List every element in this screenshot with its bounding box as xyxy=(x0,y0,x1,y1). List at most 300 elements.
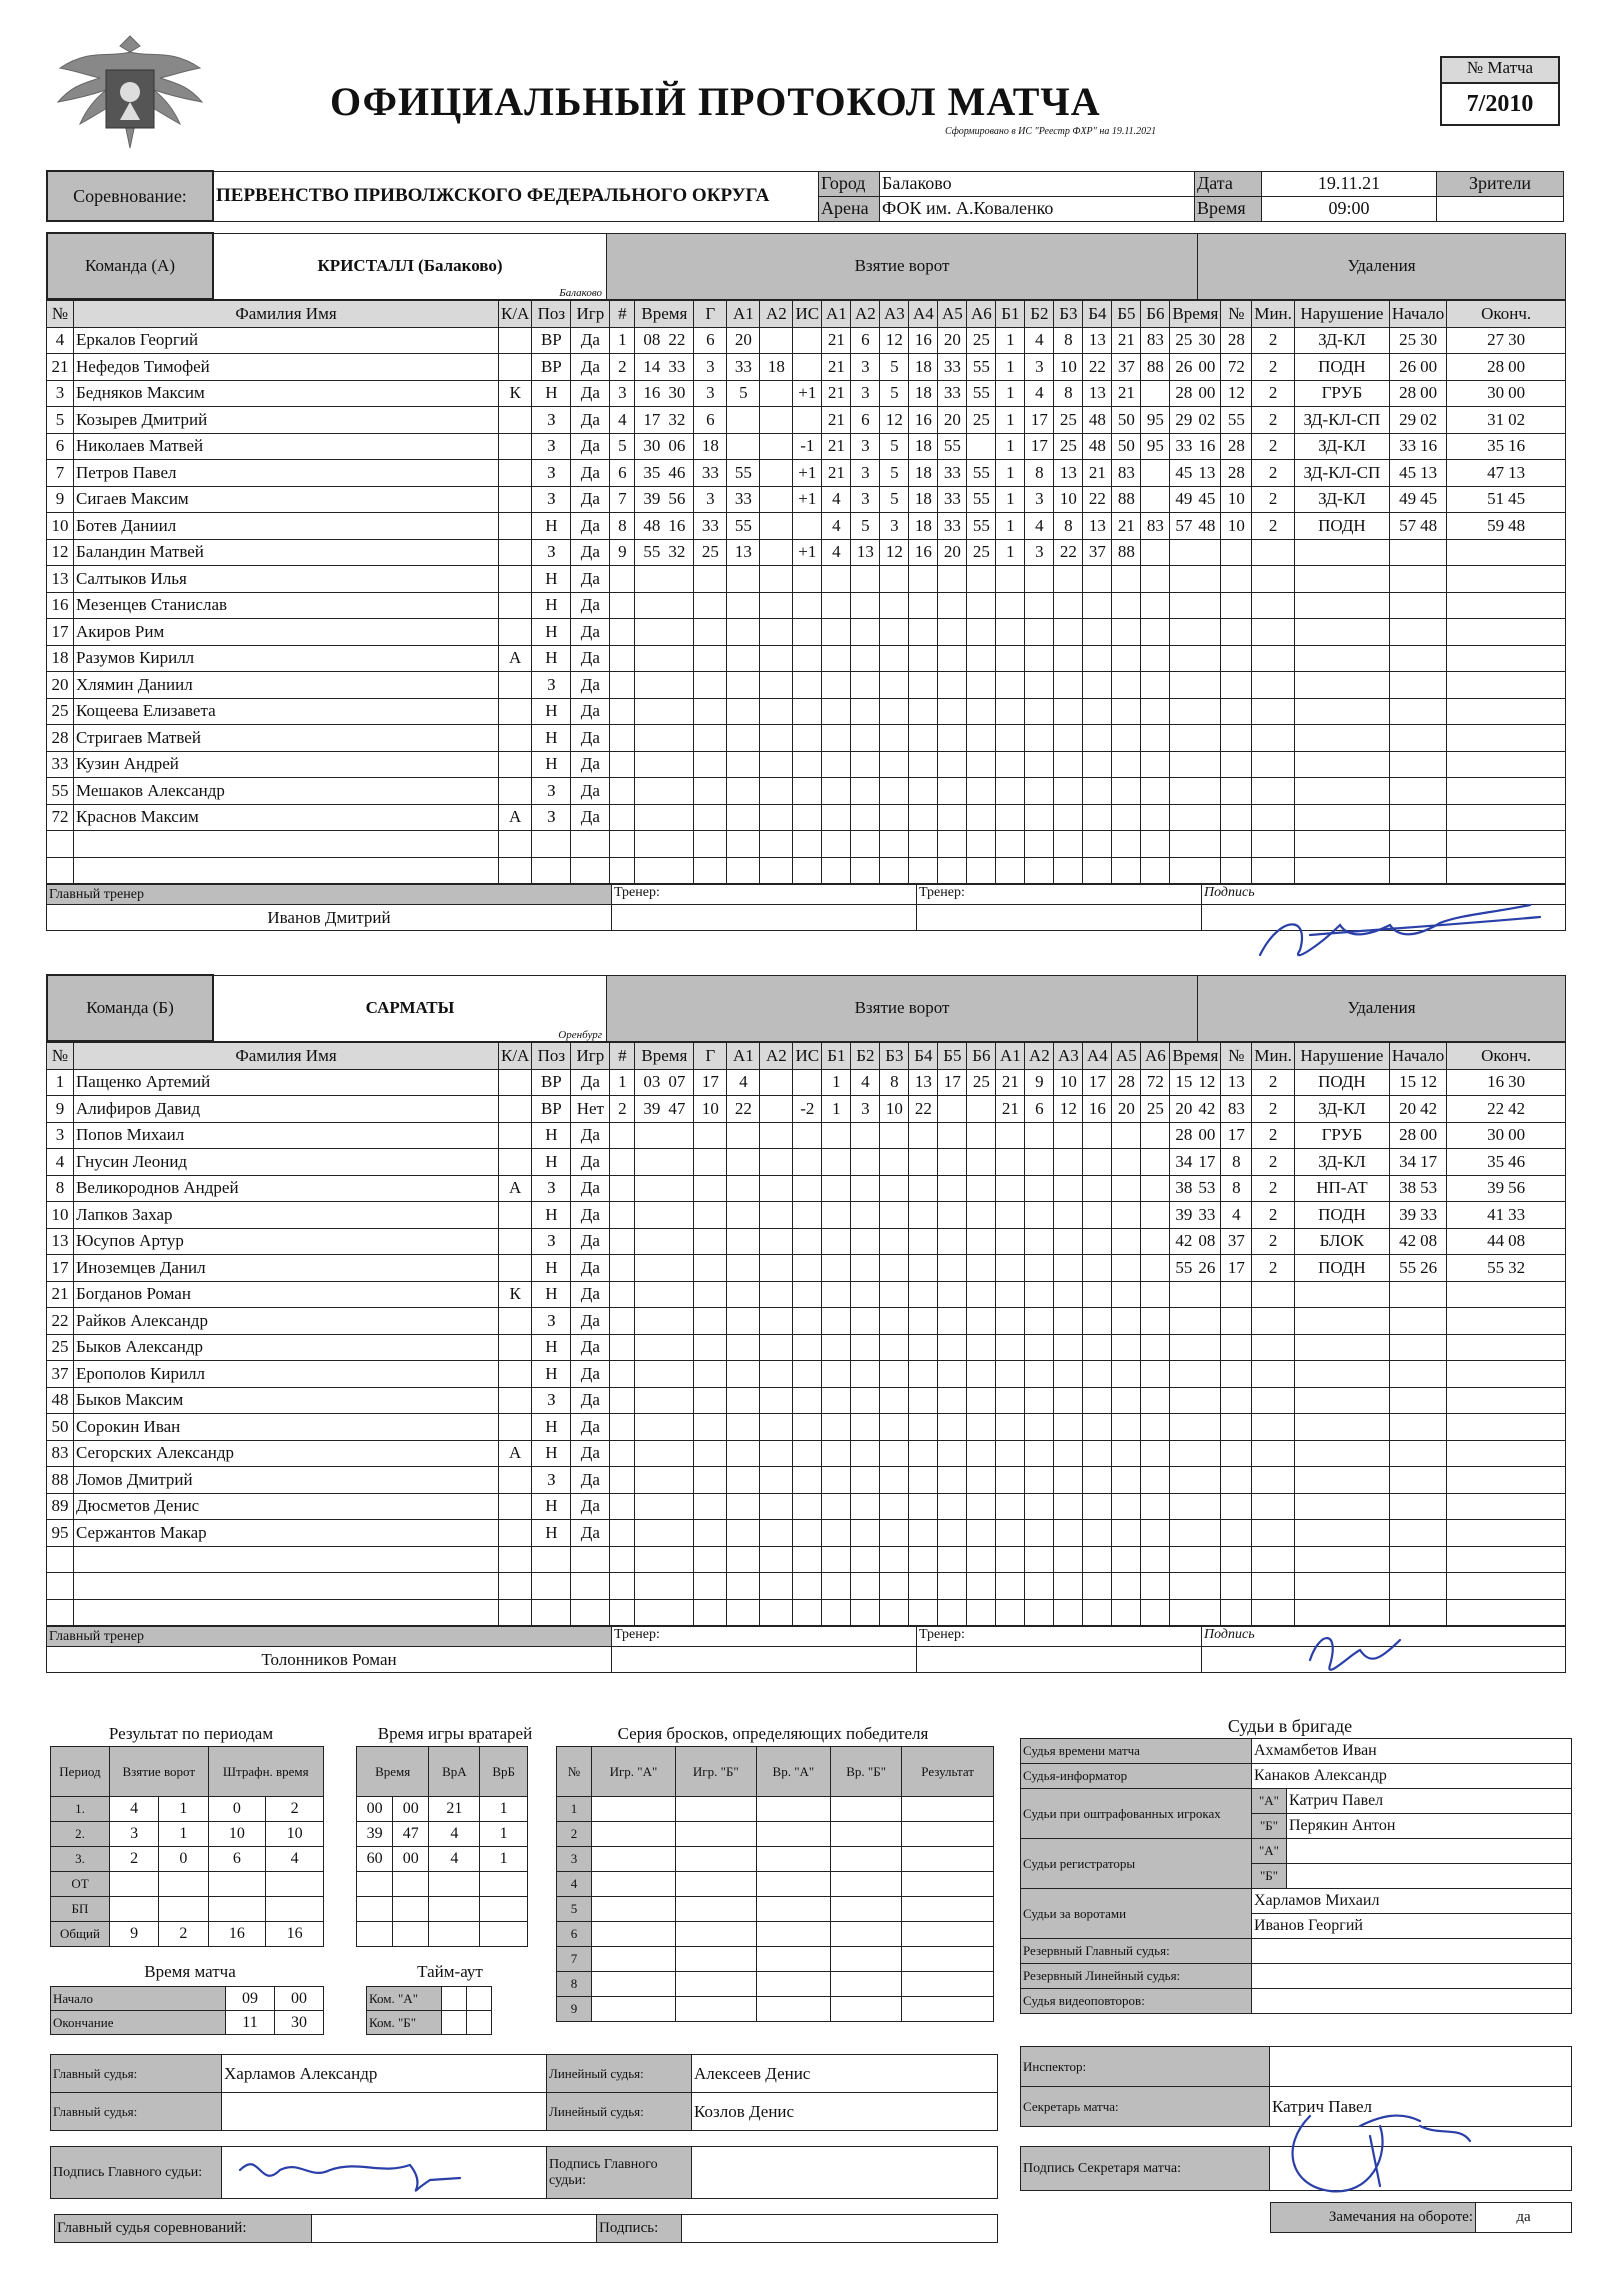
page-title: ОФИЦИАЛЬНЫЙ ПРОТОКОЛ МАТЧА xyxy=(330,79,1101,124)
pen-violation: ЗД-КЛ xyxy=(1294,327,1389,354)
player-name: Великороднов Андрей xyxy=(74,1175,499,1202)
empty-cell xyxy=(756,1947,830,1972)
empty-cell xyxy=(1447,1440,1566,1467)
goal-scorer: 17 xyxy=(694,1069,727,1096)
goal-no: 2 xyxy=(610,1096,635,1123)
empty-cell xyxy=(938,1546,967,1573)
empty-cell xyxy=(1112,1228,1141,1255)
onice-player: 3 xyxy=(1025,354,1054,381)
pen-min: 28 xyxy=(1175,383,1193,403)
col-g_hash: # xyxy=(610,1043,635,1070)
onice-player: 33 xyxy=(938,460,967,487)
empty-cell xyxy=(996,1175,1025,1202)
empty-cell xyxy=(1252,1387,1295,1414)
empty-cell xyxy=(822,1334,851,1361)
player-name: Сорокин Иван xyxy=(74,1414,499,1441)
onice-player: 13 xyxy=(1083,513,1112,540)
player-no: 18 xyxy=(47,645,74,672)
empty-cell xyxy=(996,619,1025,646)
empty-cell xyxy=(880,1334,909,1361)
player-row xyxy=(47,539,1566,566)
pen-minutes: 2 xyxy=(1252,1069,1295,1096)
empty-cell xyxy=(1389,566,1446,593)
col-g_a1: А1 xyxy=(727,301,760,328)
empty-cell xyxy=(610,1255,635,1282)
empty-cell xyxy=(967,831,996,858)
pen-end-em: 28 xyxy=(1487,356,1505,376)
empty-cell xyxy=(532,831,571,858)
empty-cell xyxy=(793,751,822,778)
empty-cell xyxy=(592,1997,676,2022)
empty-cell xyxy=(902,1922,994,1947)
pen-end-es: 45 xyxy=(1508,489,1526,509)
empty-cell xyxy=(694,672,727,699)
goal-min: 55 xyxy=(643,542,661,562)
pen-sec: 17 xyxy=(1198,1151,1216,1171)
goal-scorer: 18 xyxy=(694,433,727,460)
empty-cell xyxy=(1170,619,1221,646)
period-goals-b: 1 xyxy=(159,1822,208,1847)
period-pen-b xyxy=(266,1872,324,1897)
empty-cell xyxy=(635,1387,694,1414)
pen-start-ss: 30 xyxy=(1420,330,1438,350)
empty-cell xyxy=(1170,1573,1221,1600)
empty-cell xyxy=(1221,698,1252,725)
empty-cell xyxy=(1054,1122,1083,1149)
period-pen-b xyxy=(266,1897,324,1922)
remarks-label: Замечания на обороте: xyxy=(1271,2203,1476,2233)
empty-cell xyxy=(996,1255,1025,1282)
empty-cell xyxy=(1221,831,1252,858)
empty-cell xyxy=(1252,751,1295,778)
onice-player: 4 xyxy=(1025,380,1054,407)
player-no: 6 xyxy=(47,433,74,460)
player-name: Сегорских Александр xyxy=(74,1440,499,1467)
empty-cell xyxy=(880,751,909,778)
penalty-a-tag: "А" xyxy=(1252,1789,1287,1814)
empty-cell xyxy=(1170,566,1221,593)
empty-cell xyxy=(694,831,727,858)
pen-sec: 00 xyxy=(1198,356,1216,376)
empty-cell xyxy=(909,1255,938,1282)
head-ref-signature xyxy=(230,2140,470,2210)
empty-cell xyxy=(675,1797,756,1822)
goalie-a: 21 xyxy=(429,1797,480,1822)
pen-end-es: 48 xyxy=(1508,515,1526,535)
empty-cell xyxy=(1141,619,1170,646)
pen-violation: ЗД-КЛ xyxy=(1294,433,1389,460)
onice-player: 21 xyxy=(1112,327,1141,354)
onice-player: 21 xyxy=(822,460,851,487)
team-a-section xyxy=(46,232,1566,931)
onice-player: 3 xyxy=(851,433,880,460)
empty-cell xyxy=(1294,1520,1389,1547)
pen-violation: ПОДН xyxy=(1294,513,1389,540)
empty-cell xyxy=(880,1546,909,1573)
goalie-a: 4 xyxy=(429,1847,480,1872)
empty-cell xyxy=(831,1872,902,1897)
col-onice: А1 xyxy=(822,301,851,328)
period-goals-a: 3 xyxy=(109,1822,158,1847)
pen-violation: ЗД-КЛ-СП xyxy=(1294,407,1389,434)
goal-scorer: 6 xyxy=(694,327,727,354)
goal-scorer: 3 xyxy=(694,354,727,381)
empty-cell xyxy=(694,645,727,672)
goal-scorer: 33 xyxy=(694,513,727,540)
empty-cell xyxy=(1447,1281,1566,1308)
empty-cell xyxy=(822,645,851,672)
player-ka xyxy=(499,1414,532,1441)
player-row xyxy=(47,1255,1566,1282)
player-pos: Н xyxy=(532,1334,571,1361)
player-name: Нефедов Тимофей xyxy=(74,354,499,381)
empty-cell xyxy=(610,751,635,778)
officials-title: Судьи в бригаде xyxy=(1227,1716,1353,1736)
goal-no: 6 xyxy=(610,460,635,487)
col-g_is: ИС xyxy=(793,1043,822,1070)
empty-cell xyxy=(909,1599,938,1626)
pen-min: 26 xyxy=(1175,356,1193,376)
goal-a1 xyxy=(727,433,760,460)
empty-cell xyxy=(610,1202,635,1229)
empty-cell xyxy=(967,1440,996,1467)
pen-min: 15 xyxy=(1175,1072,1193,1092)
empty-cell xyxy=(1389,804,1446,831)
head-ref-2 xyxy=(222,2093,547,2131)
empty-cell xyxy=(822,1599,851,1626)
empty-cell xyxy=(635,672,694,699)
pen-min: 28 xyxy=(1175,1125,1193,1145)
empty-cell xyxy=(1221,1361,1252,1388)
empty-cell xyxy=(760,804,793,831)
goal-time xyxy=(635,354,694,381)
comp-head-label: Главный судья соревнований: xyxy=(55,2215,312,2243)
empty-cell xyxy=(1025,1308,1054,1335)
pen-time xyxy=(1170,460,1221,487)
goal-sec: 22 xyxy=(668,330,686,350)
empty-cell xyxy=(1252,1546,1295,1573)
pen-minutes: 2 xyxy=(1252,513,1295,540)
player-ka xyxy=(499,778,532,805)
city-value: Балаково xyxy=(880,171,1195,196)
empty-cell xyxy=(793,1599,822,1626)
pen-time xyxy=(1170,433,1221,460)
shootout-no: 2 xyxy=(557,1822,592,1847)
onice-player: 1 xyxy=(996,327,1025,354)
player-played: Да xyxy=(571,1308,610,1335)
pen-start-ss: 33 xyxy=(1420,1204,1438,1224)
pen-sec: 48 xyxy=(1198,515,1216,535)
empty-cell xyxy=(1112,1467,1141,1494)
empty-cell xyxy=(1083,1228,1112,1255)
empty-cell xyxy=(851,1122,880,1149)
empty-cell xyxy=(1221,1493,1252,1520)
coach-2-name xyxy=(917,905,1202,931)
onice-player: 8 xyxy=(1054,380,1083,407)
empty-cell xyxy=(938,1467,967,1494)
empty-cell xyxy=(694,1414,727,1441)
pen-sec: 12 xyxy=(1198,1072,1216,1092)
empty-cell xyxy=(760,1255,793,1282)
player-row xyxy=(47,778,1566,805)
empty-cell xyxy=(1389,645,1446,672)
onice-player: 16 xyxy=(909,407,938,434)
goal-time xyxy=(635,539,694,566)
empty-cell xyxy=(1054,831,1083,858)
empty-cell xyxy=(635,1228,694,1255)
onice-player: 50 xyxy=(1112,433,1141,460)
empty-cell xyxy=(1294,645,1389,672)
player-ka xyxy=(499,1202,532,1229)
pen-violation: НП-АТ xyxy=(1294,1175,1389,1202)
empty-cell xyxy=(831,1847,902,1872)
player-name: Николаев Матвей xyxy=(74,433,499,460)
player-no: 13 xyxy=(47,566,74,593)
pen-start xyxy=(1389,1149,1446,1176)
empty-cell xyxy=(880,1308,909,1335)
empty-cell xyxy=(822,1493,851,1520)
empty-cell xyxy=(880,1228,909,1255)
player-played: Да xyxy=(571,380,610,407)
col-onice: Б6 xyxy=(967,1043,996,1070)
empty-cell xyxy=(760,1573,793,1600)
player-row xyxy=(47,592,1566,619)
empty-cell xyxy=(480,1872,528,1897)
goal-is: -1 xyxy=(793,433,822,460)
empty-cell xyxy=(694,1387,727,1414)
onice-player: 8 xyxy=(880,1069,909,1096)
pen-start xyxy=(1389,380,1446,407)
empty-cell xyxy=(610,672,635,699)
player-no: 25 xyxy=(47,1334,74,1361)
coach-2-name xyxy=(917,1647,1202,1673)
empty-cell xyxy=(793,1281,822,1308)
empty-cell xyxy=(760,1281,793,1308)
empty-cell xyxy=(393,1872,429,1897)
empty-cell xyxy=(851,1493,880,1520)
empty-cell xyxy=(822,1387,851,1414)
empty-cell xyxy=(1112,1202,1141,1229)
player-name: Акиров Рим xyxy=(74,619,499,646)
empty-cell xyxy=(1112,1414,1141,1441)
empty-cell xyxy=(1083,592,1112,619)
time-judge: Ахмамбетов Иван xyxy=(1252,1739,1572,1764)
empty-cell xyxy=(760,1599,793,1626)
onice-player: 95 xyxy=(1141,433,1170,460)
empty-cell xyxy=(1054,857,1083,884)
empty-cell xyxy=(793,1440,822,1467)
empty-cell xyxy=(1221,1573,1252,1600)
roster-table xyxy=(46,1042,1566,1626)
empty-cell xyxy=(793,1122,822,1149)
empty-cell xyxy=(1389,778,1446,805)
time-label: Время xyxy=(1195,196,1262,221)
pen-start-ss: 45 xyxy=(1420,489,1438,509)
empty-cell xyxy=(1025,831,1054,858)
empty-cell xyxy=(1083,1467,1112,1494)
player-pos: Н xyxy=(532,1122,571,1149)
empty-cell xyxy=(1025,725,1054,752)
onice-player: 3 xyxy=(851,380,880,407)
empty-cell xyxy=(1294,566,1389,593)
player-played: Да xyxy=(571,672,610,699)
empty-cell xyxy=(793,645,822,672)
pen-end-es: 33 xyxy=(1508,1204,1526,1224)
empty-cell xyxy=(1447,1334,1566,1361)
empty-cell xyxy=(635,1149,694,1176)
goal-a2 xyxy=(760,460,793,487)
empty-cell xyxy=(1294,751,1389,778)
pen-player: 28 xyxy=(1221,460,1252,487)
empty-cell xyxy=(831,1922,902,1947)
comp-ref-table xyxy=(54,2214,998,2243)
empty-cell xyxy=(880,1255,909,1282)
empty-cell xyxy=(1083,1440,1112,1467)
onice-player: 21 xyxy=(996,1096,1025,1123)
player-ka: А xyxy=(499,804,532,831)
onice-player: 21 xyxy=(822,433,851,460)
empty-cell xyxy=(694,1122,727,1149)
col-onice: А5 xyxy=(938,301,967,328)
player-no: 20 xyxy=(47,672,74,699)
empty-cell xyxy=(1054,1334,1083,1361)
goal-a1: 4 xyxy=(727,1069,760,1096)
city-label: Город xyxy=(819,171,880,196)
empty-cell xyxy=(635,857,694,884)
empty-cell xyxy=(822,592,851,619)
onice-player: 55 xyxy=(967,460,996,487)
empty-cell xyxy=(610,1175,635,1202)
empty-cell xyxy=(1221,1387,1252,1414)
pen-end-es: 56 xyxy=(1508,1178,1526,1198)
empty-cell xyxy=(1447,1493,1566,1520)
player-played: Да xyxy=(571,539,610,566)
timeout-a-label: Ком. "А" xyxy=(367,1987,442,2011)
empty-cell xyxy=(760,1493,793,1520)
pen-end-em: 30 xyxy=(1487,1125,1505,1145)
player-no: 16 xyxy=(47,592,74,619)
secretary: Катрич Павел xyxy=(1270,2087,1572,2127)
onice-player: 5 xyxy=(880,460,909,487)
goal-a2 xyxy=(760,407,793,434)
period-goals-b: 1 xyxy=(159,1797,208,1822)
empty-cell xyxy=(851,672,880,699)
empty-cell xyxy=(1447,539,1566,566)
pen-player: 28 xyxy=(1221,433,1252,460)
empty-cell xyxy=(694,725,727,752)
onice-player: 18 xyxy=(909,433,938,460)
player-played: Да xyxy=(571,327,610,354)
col-g_a2: А2 xyxy=(760,301,793,328)
goal-min: 14 xyxy=(643,356,661,376)
shootout-row xyxy=(557,1922,994,1947)
empty-cell xyxy=(1252,566,1295,593)
empty-cell xyxy=(1141,1414,1170,1441)
player-ka xyxy=(499,1334,532,1361)
empty-cell xyxy=(909,751,938,778)
empty-cell xyxy=(499,831,532,858)
col-onice: А6 xyxy=(967,301,996,328)
empty-cell xyxy=(1294,1334,1389,1361)
pen-violation: ПОДН xyxy=(1294,1202,1389,1229)
empty-cell xyxy=(880,672,909,699)
goalie-sec: 00 xyxy=(393,1797,429,1822)
onice-player: 55 xyxy=(967,354,996,381)
period-goals-b xyxy=(159,1897,208,1922)
empty-cell xyxy=(1389,1361,1446,1388)
empty-cell xyxy=(1170,831,1221,858)
player-played: Да xyxy=(571,407,610,434)
pen-start xyxy=(1389,1096,1446,1123)
player-pos: Н xyxy=(532,751,571,778)
empty-cell xyxy=(1447,1467,1566,1494)
empty-cell xyxy=(635,645,694,672)
empty-cell xyxy=(1054,1281,1083,1308)
player-name: Ломов Дмитрий xyxy=(74,1467,499,1494)
empty-cell xyxy=(851,1149,880,1176)
empty-cell xyxy=(635,1255,694,1282)
empty-cell xyxy=(1025,1467,1054,1494)
col-name: Фамилия Имя xyxy=(74,301,499,328)
empty-cell xyxy=(571,1599,610,1626)
empty-cell xyxy=(793,857,822,884)
empty-cell xyxy=(938,1520,967,1547)
onice-player: 1 xyxy=(996,513,1025,540)
empty-cell xyxy=(635,592,694,619)
empty-cell xyxy=(1141,1308,1170,1335)
head-coach-name: Иванов Дмитрий xyxy=(47,905,612,931)
player-no: 88 xyxy=(47,1467,74,1494)
empty-cell xyxy=(909,566,938,593)
pen-violation: ГРУБ xyxy=(1294,1122,1389,1149)
empty-cell xyxy=(938,1149,967,1176)
empty-cell xyxy=(1221,1334,1252,1361)
empty-cell xyxy=(571,1573,610,1600)
player-played: Да xyxy=(571,751,610,778)
empty-cell xyxy=(1054,1387,1083,1414)
player-ka: А xyxy=(499,1440,532,1467)
empty-cell xyxy=(1141,1387,1170,1414)
empty-cell xyxy=(1112,751,1141,778)
player-played: Да xyxy=(571,1387,610,1414)
empty-cell xyxy=(635,1467,694,1494)
pen-start-sm: 39 xyxy=(1399,1204,1417,1224)
periods-title: Результат по периодам xyxy=(108,1724,274,1743)
player-played: Да xyxy=(571,804,610,831)
empty-cell xyxy=(635,831,694,858)
empty-cell xyxy=(1025,1361,1054,1388)
empty-cell xyxy=(851,804,880,831)
shootout-table xyxy=(556,1746,994,2022)
empty-cell xyxy=(727,1546,760,1573)
goal-min: 16 xyxy=(643,383,661,403)
pen-minutes: 2 xyxy=(1252,1202,1295,1229)
empty-cell xyxy=(851,566,880,593)
empty-cell xyxy=(635,1599,694,1626)
empty-cell xyxy=(756,1922,830,1947)
periods-h-period: Период xyxy=(51,1747,110,1797)
empty-cell xyxy=(1294,857,1389,884)
player-no: 17 xyxy=(47,1255,74,1282)
empty-cell xyxy=(1141,1573,1170,1600)
team-name: САРМАТЫ xyxy=(365,998,455,1017)
empty-cell xyxy=(880,1387,909,1414)
empty-cell xyxy=(902,1972,994,1997)
head-coach-name: Толонникoв Роман xyxy=(47,1647,612,1673)
shootout-no: 5 xyxy=(557,1897,592,1922)
player-played: Да xyxy=(571,1334,610,1361)
col-no: № xyxy=(47,301,74,328)
